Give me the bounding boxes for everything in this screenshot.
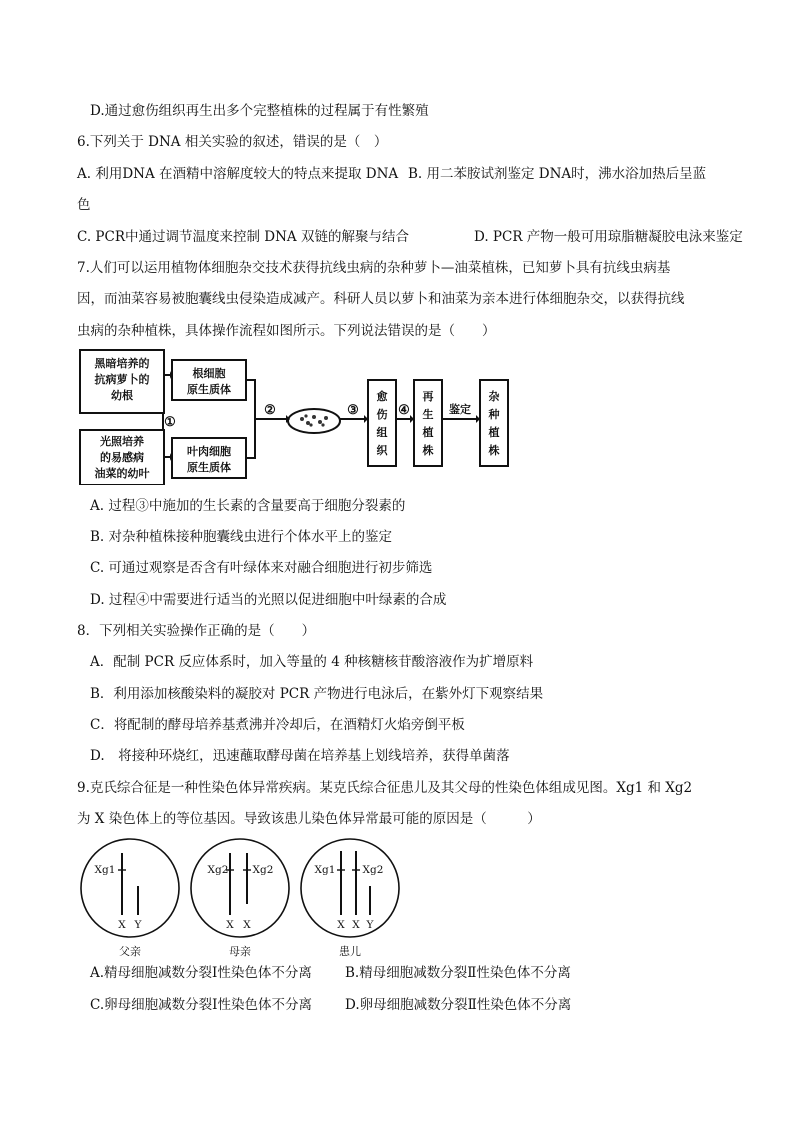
child-chrom-y: Y [366, 919, 374, 931]
leaf-proto-label-1: 叶肉细胞 [187, 445, 231, 458]
identify-label: 鉴定 [449, 403, 471, 416]
father-caption: 父亲 [119, 945, 141, 958]
regen-label-4: 株 [422, 444, 434, 457]
rape-label-1: 光照培养 [100, 435, 144, 448]
q8-option-d: D. 将接种环烧红，迅速蘸取酵母菌在培养基上划线培养，获得单菌落 [90, 748, 510, 764]
q7-option-a: A. 过程③中施加的生长素的含量要高于细胞分裂素的 [90, 498, 406, 514]
q9-stem-line2: 为 X 染色体上的等位基因。导致该患儿染色体异常最可能的原因是（ ） [77, 811, 541, 827]
rape-label-2: 的易感病 [100, 451, 144, 464]
mother-gene-label-1: Xg2 [207, 864, 229, 876]
bracket-line [246, 380, 255, 458]
child-gene-label-2: Xg2 [362, 864, 384, 876]
q7-stem-line3: 虫病的杂种植株，具体操作流程如图所示。下列说法错误的是（ ） [77, 323, 496, 339]
child-cell-circle [301, 839, 399, 937]
q7-stem-line1: 7.人们可以运用植物体细胞杂交技术获得抗线虫病的杂种萝卜—油菜植株，已知萝卜具有抗线虫病基 [77, 260, 671, 276]
step-4-label: ④ [398, 403, 410, 418]
q9-chromosome-diagram [75, 836, 415, 960]
mother-caption: 母亲 [229, 945, 251, 958]
q7-flow-diagram [70, 345, 530, 485]
q9-option-c: C.卵母细胞减数分裂Ⅰ性染色体不分离 [90, 997, 312, 1013]
regen-label-2: 生 [422, 408, 434, 421]
callus-label-4: 织 [376, 444, 388, 457]
q8-option-c: C．将配制的酵母培养基煮沸并冷却后，在酒精灯火焰旁倒平板 [90, 717, 465, 733]
root-proto-label-2: 原生质体 [187, 383, 231, 396]
q7-stem-line2: 因，而油菜容易被胞囊线虫侵染造成减产。科研人员以萝卜和油菜为亲本进行体细胞杂交，以获得抗线 [77, 291, 685, 307]
q9-stem-line1: 9.克氏综合征是一种性染色体异常疾病。某克氏综合征患儿及其父母的性染色体组成见图。Xg1 和 Xg2 [77, 780, 693, 796]
q7-option-c: C. 可通过观察是否含有叶绿体来对融合细胞进行初步筛选 [90, 560, 433, 576]
radish-label-2: 抗病萝卜的 [94, 373, 150, 386]
q6-option-c: C. PCR中通过调节温度来控制 DNA 双链的解聚与结合 [77, 229, 409, 245]
q8-option-a: A．配制 PCR 反应体系时，加入等量的 4 种核糖核苷酸溶液作为扩增原料 [90, 654, 534, 670]
cell-dots [300, 414, 328, 426]
callus-label-1: 愈 [376, 390, 388, 403]
q9-option-a: A.精母细胞减数分裂Ⅰ性染色体不分离 [90, 965, 312, 981]
mother-gene-label-2: Xg2 [252, 864, 274, 876]
q6-option-a: A. 利用DNA 在酒精中溶解度较大的特点来提取 DNA [77, 166, 399, 182]
q7-option-d: D. 过程④中需要进行适当的光照以促进细胞中叶绿素的合成 [90, 592, 447, 608]
mother-chrom-x2: X [243, 919, 251, 931]
hybrid-label-3: 植 [488, 426, 500, 439]
child-chrom-x2: X [352, 919, 360, 931]
hybrid-label-1: 杂 [488, 390, 500, 403]
q6-option-b-cont: 色 [77, 197, 91, 213]
q7-option-b: B. 对杂种植株接种胞囊线虫进行个体水平上的鉴定 [90, 529, 393, 545]
regen-label-3: 植 [422, 426, 434, 439]
q6-option-b: B. 用二苯胺试剂鉴定 DNA时，沸水浴加热后呈蓝 [408, 166, 707, 182]
hybrid-label-2: 种 [488, 408, 500, 421]
q8-option-b: B．利用添加核酸染料的凝胶对 PCR 产物进行电泳后，在紫外灯下观察结果 [90, 686, 544, 702]
root-proto-label-1: 根细胞 [192, 367, 226, 380]
father-cell-circle [81, 839, 179, 937]
callus-label-3: 组 [376, 426, 388, 439]
radish-label-3: 幼根 [111, 389, 133, 402]
rape-label-3: 油菜的幼叶 [94, 467, 150, 480]
mother-chrom-x1: X [226, 919, 234, 931]
leaf-proto-label-2: 原生质体 [187, 461, 231, 474]
radish-label-1: 黑暗培养的 [94, 357, 150, 370]
callus-label-2: 伤 [376, 408, 388, 421]
step-3-label: ③ [347, 403, 359, 418]
step-1-label: ① [164, 415, 176, 430]
q9-option-b: B.精母细胞减数分裂Ⅱ性染色体不分离 [345, 965, 571, 981]
father-chrom-x: X [118, 919, 126, 931]
q6-stem: 6.下列关于 DNA 相关实验的叙述，错误的是（ ） [77, 134, 388, 150]
q6-option-d: D. PCR 产物一般可用琼脂糖凝胶电泳来鉴定 [474, 229, 743, 245]
child-caption: 患儿 [339, 945, 361, 958]
step-2-label: ② [264, 403, 276, 418]
child-gene-label-1: Xg1 [314, 864, 336, 876]
hybrid-label-4: 株 [488, 444, 500, 457]
q8-stem: 8．下列相关实验操作正确的是（ ） [77, 623, 316, 639]
regen-label-1: 再 [422, 390, 434, 403]
child-chrom-x1: X [337, 919, 345, 931]
q9-option-d: D.卵母细胞减数分裂Ⅱ性染色体不分离 [345, 997, 572, 1013]
mother-cell-circle [191, 839, 289, 937]
father-gene-label: Xg1 [94, 864, 116, 876]
father-chrom-y: Y [134, 919, 142, 931]
petri-dish-icon [288, 409, 340, 433]
q5-option-d: D.通过愈伤组织再生出多个完整植株的过程属于有性繁殖 [90, 103, 429, 119]
